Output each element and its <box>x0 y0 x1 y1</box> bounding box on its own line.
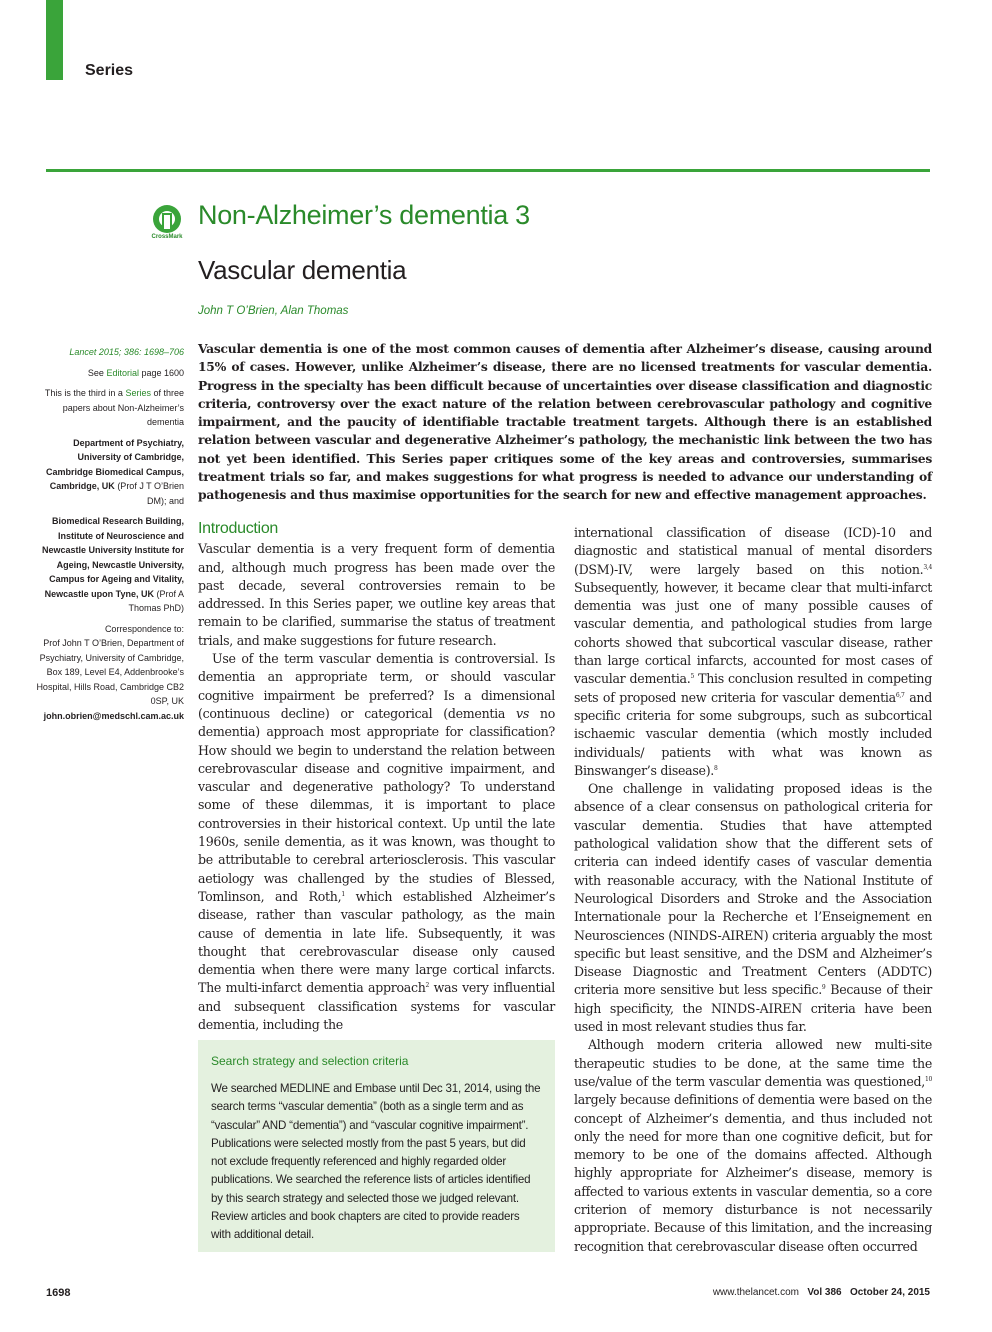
correspondence <box>30 622 184 724</box>
affiliation-2-person: (Prof A Thomas PhD) <box>128 588 184 613</box>
reference-6-7[interactable]: 6,7 <box>895 691 905 699</box>
p2-text-d: was very influential and subsequent classification systems for vascular dementia, including the <box>198 980 555 1033</box>
correspondence-label: Correspondence to: <box>104 623 184 634</box>
intro-paragraph-2 <box>198 650 555 1034</box>
page-number: 1698 <box>46 1287 71 1299</box>
correspondence-text: Prof John T O’Brien, Department of Psychiatry, University of Cambridge, Box 189, Level E4, Addenbrooke’s Hospital, Hills Road, Cambridge CB2 0SP, UK <box>36 638 184 706</box>
affiliation-1-person: (Prof J T O’Brien DM); and <box>114 481 184 506</box>
r1-text-b: Subsequently, however, it became clear that multi-infarct dementia was just one of many possible causes of vascular dementia, and pathological studies from large cohorts showed that subcortical vascular disease, rather than large cortical infarcts, accounted for most cases of vascular dementia. <box>574 579 932 687</box>
search-strategy-heading: Search strategy and selection criteria <box>211 1054 409 1068</box>
crossmark-label: CrossMark <box>151 234 183 240</box>
series-color-bar <box>46 0 63 80</box>
r3-text-a: Although modern criteria allowed new multi-site therapeutic studies to be done, at the same time the use/value of the term vascular dementia was questioned, <box>574 1037 932 1089</box>
authors: John T O’Brien, Alan Thomas <box>198 305 349 317</box>
article-title: Vascular dementia <box>198 255 407 285</box>
journal-footer <box>713 1287 930 1298</box>
series-note-suffix: of three papers about Non-Alzheimer’s dementia <box>62 388 184 427</box>
series-label: Series <box>85 62 134 79</box>
r1-text-a: international classification of disease (ICD)-10 and diagnostic and statistical manual of mental disorders (DSM)-IV, were largely based on this notion. <box>574 525 932 577</box>
affiliation-1-name: Department of Psychiatry, University of Cambridge, Cambridge Biomedical Campus, Cambridge, UK <box>45 437 184 491</box>
r2-text-a: One challenge in validating proposed ideas is the absence of a clear consensus on pathological criteria for vascular dementia. Studies that have attempted pathological validation show that the different sets of criteria can indeed identify cases of vascular dementia with reasonable accuracy, with the National Institute of Neurological Disorders and Stroke and the Association Internationale pour la Recherche et l’Enseignement en Neurosciences (NINDS-AIREN) criteria arguably the most specific but least sensitive, and the DSM and Alzheimer’s Disease Diagnostic and Treatment Centers (ADDTC) criteria more sensitive but less specific. <box>574 781 932 998</box>
reference-10[interactable]: 10 <box>924 1075 932 1083</box>
p2-text-a: Use of the term vascular dementia is controversial. Is dementia an appropriate term, or should vascular cognitive impairment be preferred? Is a dimensional (continuous decline) or categorical (dementia <box>198 651 555 721</box>
body-column-left <box>198 520 555 1034</box>
editorial-link[interactable]: Editorial <box>106 367 139 378</box>
journal-volume: Vol 386 <box>807 1287 842 1298</box>
affiliation-2 <box>30 514 184 616</box>
r1-text-d: and specific criteria for some subgroups, such as subcortical ischaemic vascular dementia (which mostly included individuals/ patients with what was known as Binswanger’s disease). <box>574 689 932 778</box>
reference-5[interactable]: 5 <box>690 673 694 681</box>
p2-vs: vs <box>516 705 529 721</box>
abstract: Vascular dementia is one of the most common causes of dementia after Alzheimer’s disease, causing around 15% of cases. However, unlike Alzheimer’s disease, there are no licensed treatments for vascular dementia. Progress in the specialty has been difficult because of uncertainties over disease classification and diagnostic criteria, controversy over the exact nature of the relation between cerebrovascular pathology and cognitive impairment, and the paucity of identifiable tractable treatment targets. Although there is an established relation between vascular and degenerative Alzheimer’s pathology, the mechanistic link between the two has not yet been identified. This Series paper critiques some of the key areas and controversies, summarises treatment trials so far, and makes suggestions for what progress is needed to advance our understanding of pathogenesis and thus maximise opportunities for the search for new and effective management approaches. <box>198 341 932 503</box>
body-column-right <box>574 524 932 1256</box>
citation: Lancet 2015; 386: 1698–706 <box>69 347 184 357</box>
series-title: Non-Alzheimer’s dementia 3 <box>198 200 530 230</box>
see-editorial <box>30 366 184 381</box>
p2-text-c: which established Alzheimer’s disease, rather than vascular pathology, as the main cause of dementia in late life. Subsequently, it was thought that cerebrovascular disease only caused dementia when there were many large cortical infarcts. The multi-infarct dementia approach <box>198 888 556 996</box>
correspondence-email[interactable]: john.obrien@medschl.cam.ac.uk <box>43 710 184 721</box>
r3-text-b: largely because definitions of dementia were based on the concept of Alzheimer’s dementia, and thus included not only the need for more than one cognitive deficit, but for memory to be one of the domains affected. Although highly appropriate for Alzheimer’s disease, memory is affected to various extents in vascular dementia, so a core criterion of memory disturbance is not necessarily appropriate. Because of this limitation, and the increasing recognition that cerebrovascular disease often occurred <box>574 1092 932 1254</box>
affiliation-2-name: Biomedical Research Building, Institute of Neuroscience and Newcastle University Institute for Ageing, Newcastle University, Campus for Ageing and Vitality, Newcastle upon Tyne, UK <box>41 516 184 599</box>
reference-1[interactable]: 1 <box>341 890 345 898</box>
p2-text-b: no dementia) approach most appropriate for classification? How should we begin to understand the relation between cerebrovascular disease and cognitive impairment, and vascular and degenerative pathology? To understand some of these dilemmas, it is important to place controversies in their historical context. Up until the late 1960s, senile dementia, as it was known, was thought to be attributable to cerebral arteriosclerosis. This vascular aetiology was challenged by the studies of Blessed, Tomlinson, and Roth, <box>198 705 555 904</box>
search-strategy-box <box>198 1040 555 1252</box>
r2-text-b: Because of their high specificity, the NINDS-AIREN criteria have been used in most relevant studies thus far. <box>574 982 933 1035</box>
series-note <box>30 386 184 430</box>
right-paragraph-3 <box>574 1036 932 1256</box>
reference-2[interactable]: 2 <box>425 982 430 990</box>
see-prefix: See <box>87 367 107 378</box>
r1-text-c: This conclusion resulted in competing sets of proposed new criteria for vascular dementia <box>574 671 933 705</box>
header-rule <box>46 169 930 172</box>
reference-8[interactable]: 8 <box>714 764 718 772</box>
reference-3-4[interactable]: 3,4 <box>923 563 932 571</box>
journal-date: October 24, 2015 <box>849 1287 930 1298</box>
introduction-heading: Introduction <box>198 520 279 537</box>
series-note-prefix: This is the third in a <box>44 388 126 398</box>
journal-website[interactable]: www.thelancet.com <box>712 1287 799 1298</box>
right-paragraph-1 <box>574 524 932 780</box>
affiliation-1 <box>30 436 184 509</box>
search-strategy-text: We searched MEDLINE and Embase until Dec 31, 2014, using the search terms “vascular dementia” (both as a single term and as “vascular” AND “dementia”) and “vascular cognitive impairment”. Publications were selected mostly from the past 5 years, but did not exclude frequently referenced and highly regarded older publications. We searched the reference lists of articles identified by this search strategy and selected those we judged relevant. Review articles and book chapters are cited to provide readers with additional detail. <box>211 1082 541 1242</box>
reference-9[interactable]: 9 <box>821 984 826 992</box>
see-suffix: page 1600 <box>138 367 184 378</box>
sidebar <box>30 345 184 723</box>
intro-paragraph-1: Vascular dementia is a very frequent form of dementia and, although much progress has been made over the past decade, several controversies remain to be addressed. In this Series paper, we outline key areas that remain to be clarified, summarise the status of treatment trials, and make suggestions for future research. <box>198 541 555 648</box>
right-paragraph-2 <box>574 780 932 1036</box>
series-link[interactable]: Series <box>125 388 151 398</box>
